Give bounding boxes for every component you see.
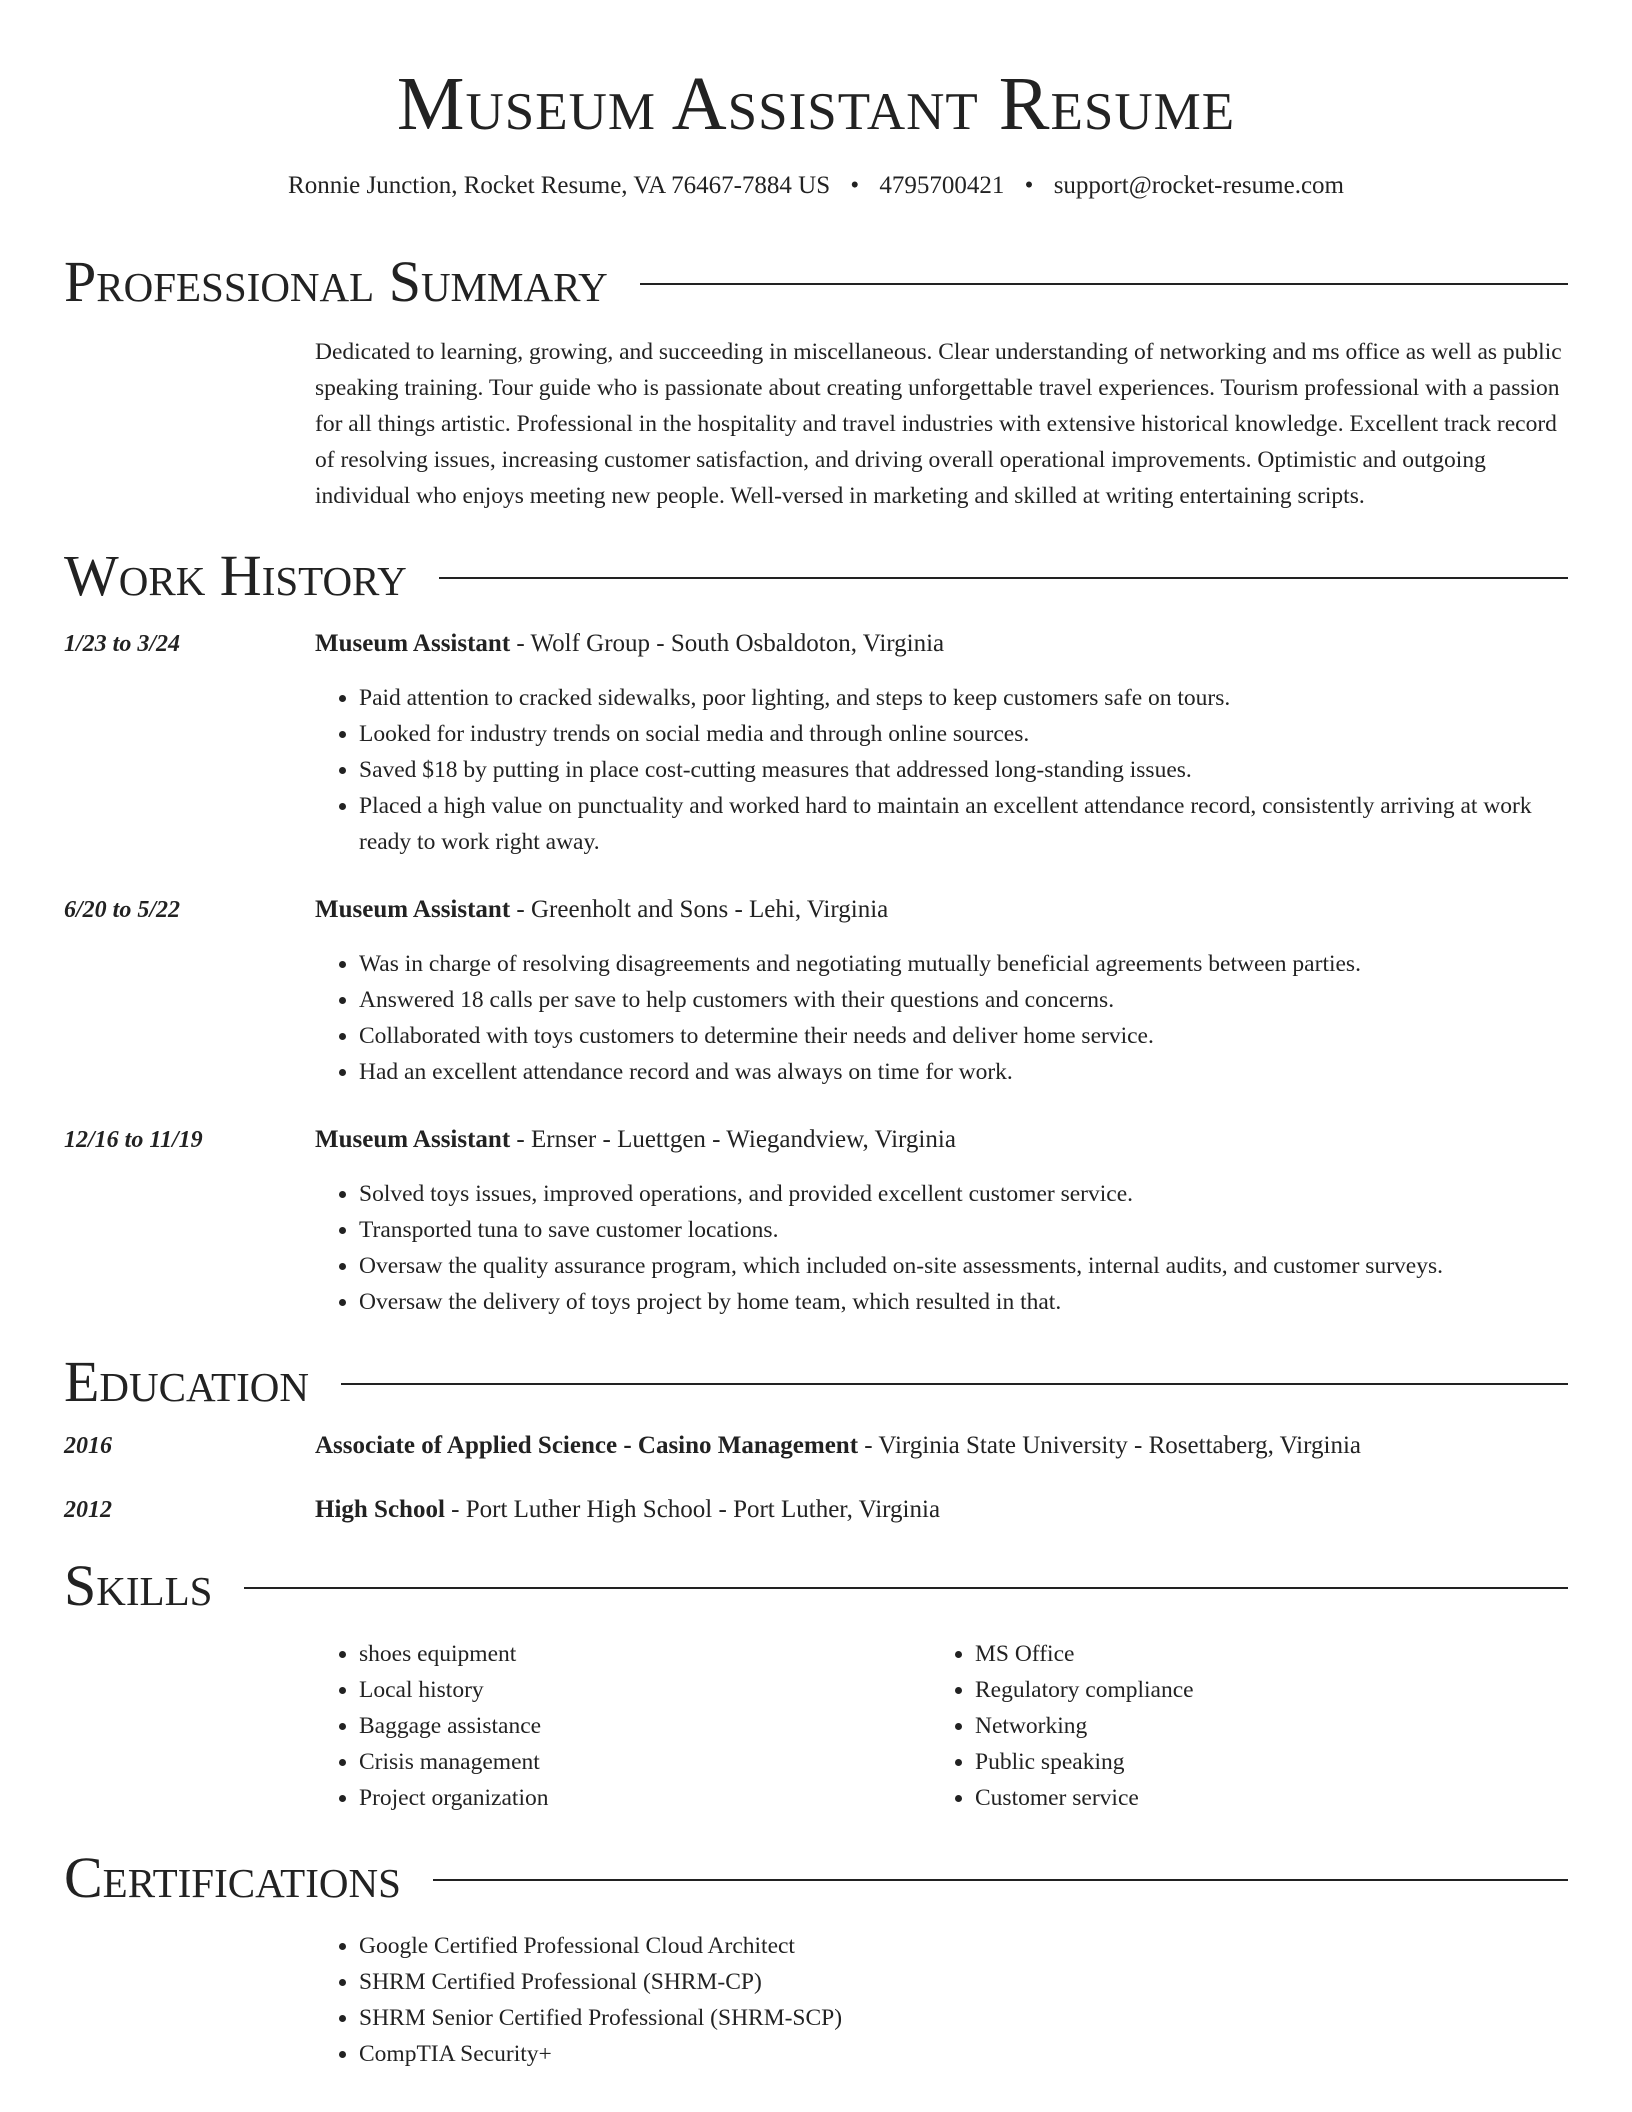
job-headline: [315, 1122, 1568, 1158]
education-year: 2012: [64, 1497, 112, 1523]
certification-item: • CompTIA Security+: [359, 2036, 1568, 2072]
job-bullets: [315, 680, 1568, 860]
contact-address: Ronnie Junction, Rocket Resume, VA 76467-7884 US: [288, 172, 831, 199]
list-item: • Transported tuna to save customer locations.: [359, 1212, 1568, 1248]
list-item: • Was in charge of resolving disagreements and negotiating mutually beneficial agreements between parties.: [359, 946, 1568, 982]
skill-item: • Project organization: [359, 1780, 931, 1816]
job-title: Museum Assistant: [315, 630, 511, 657]
education-degree: Associate of Applied Science - Casino Management: [315, 1432, 859, 1459]
section-heading: Work History: [64, 543, 407, 608]
contact-separator: •: [1024, 172, 1034, 199]
skills-list: [315, 1636, 1568, 1816]
skills-section-header: [64, 1554, 1568, 1618]
job-dates: 1/23 to 3/24: [64, 631, 181, 657]
certifications-list: [315, 1928, 1568, 2072]
job-entry: [64, 626, 1568, 860]
job-details: - Wolf Group - South Osbaldoton, Virginia: [510, 630, 945, 657]
contact-email: support@rocket-resume.com: [1053, 172, 1344, 199]
job-bullets: [315, 1176, 1568, 1320]
skill-item: • MS Office: [975, 1636, 1547, 1672]
list-item: • Oversaw the delivery of toys project by home team, which resulted in that.: [359, 1284, 1568, 1320]
resume-title: Museum Assistant Resume: [396, 62, 1236, 146]
job-bullets: [315, 946, 1568, 1090]
contact-line: [64, 170, 1568, 202]
skill-item: • Public speaking: [975, 1744, 1547, 1780]
education-details: - Virginia State University - Rosettaberg, Virginia: [858, 1432, 1361, 1459]
section-divider: [244, 1587, 1568, 1589]
certifications-section-header: [64, 1846, 1568, 1910]
skill-item: • Baggage assistance: [359, 1708, 931, 1744]
certification-item: • SHRM Senior Certified Professional (SHRM-SCP): [359, 2000, 1568, 2036]
job-title: Museum Assistant: [315, 1126, 511, 1153]
list-item: • Answered 18 calls per save to help customers with their questions and concerns.: [359, 982, 1568, 1018]
work-section-header: [64, 544, 1568, 608]
skill-item: • Local history: [359, 1672, 931, 1708]
certification-item: • SHRM Certified Professional (SHRM-CP): [359, 1964, 1568, 2000]
job-title: Museum Assistant: [315, 896, 511, 923]
summary-section-header: [64, 250, 1568, 314]
section-divider: [439, 577, 1568, 579]
list-item: • Placed a high value on punctuality and worked hard to maintain an excellent attendance record, consistently arriving at work ready to work right away.: [359, 788, 1568, 860]
section-heading: Education: [64, 1349, 309, 1414]
contact-separator: •: [850, 172, 860, 199]
job-details: - Greenholt and Sons - Lehi, Virginia: [510, 896, 889, 923]
job-dates: 12/16 to 11/19: [64, 1127, 203, 1153]
summary-text: Dedicated to learning, growing, and succeeding in miscellaneous. Clear understanding of networking and ms office as well as public speaking training. Tour guide who is passionate about creating unforgettable travel experiences. Tourism professional with a passion for all things artistic. Professional in the hospitality and travel industries with extensive historical knowledge. Excellent track record of resolving issues, increasing customer satisfaction, and driving overall operational improvements. Optimistic and outgoing individual who enjoys meeting new people. Well-versed in marketing and skilled at writing entertaining scripts.: [315, 339, 1562, 509]
job-dates: 6/20 to 5/22: [64, 897, 181, 923]
education-year: 2016: [64, 1433, 112, 1459]
job-headline: [315, 626, 1568, 662]
skills-column-left: [315, 1636, 931, 1816]
section-heading: Certifications: [64, 1845, 401, 1910]
section-heading: Professional Summary: [64, 249, 608, 314]
list-item: • Saved $18 by putting in place cost-cutting measures that addressed long-standing issues.: [359, 752, 1568, 788]
job-details: - Ernser - Luettgen - Wiegandview, Virginia: [510, 1126, 956, 1153]
contact-phone: 4795700421: [879, 172, 1005, 199]
education-entry: [64, 1428, 1568, 1464]
skill-item: • shoes equipment: [359, 1636, 931, 1672]
education-entry: [64, 1492, 1568, 1528]
skills-column-right: [931, 1636, 1547, 1816]
list-item: • Oversaw the quality assurance program, which included on-site assessments, internal audits, and customer surveys.: [359, 1248, 1568, 1284]
list-item: • Paid attention to cracked sidewalks, poor lighting, and steps to keep customers safe on tours.: [359, 680, 1568, 716]
skill-item: • Crisis management: [359, 1744, 931, 1780]
education-section-header: [64, 1350, 1568, 1414]
section-heading: Skills: [64, 1553, 213, 1618]
skill-item: • Customer service: [975, 1780, 1547, 1816]
list-item: • Looked for industry trends on social media and through online sources.: [359, 716, 1568, 752]
certifications-bullets: [315, 1928, 1568, 2072]
section-divider: [433, 1879, 1568, 1881]
job-entry: [64, 892, 1568, 1090]
education-headline: [315, 1428, 1568, 1464]
list-item: • Solved toys issues, improved operations, and provided excellent customer service.: [359, 1176, 1568, 1212]
education-headline: [315, 1492, 1568, 1528]
skill-item: • Networking: [975, 1708, 1547, 1744]
section-divider: [341, 1383, 1568, 1385]
list-item: • Had an excellent attendance record and was always on time for work.: [359, 1054, 1568, 1090]
certification-item: • Google Certified Professional Cloud Architect: [359, 1928, 1568, 1964]
job-entry: [64, 1122, 1568, 1320]
job-headline: [315, 892, 1568, 928]
list-item: • Collaborated with toys customers to determine their needs and deliver home service.: [359, 1018, 1568, 1054]
skill-item: • Regulatory compliance: [975, 1672, 1547, 1708]
education-details: - Port Luther High School - Port Luther, Virginia: [444, 1496, 941, 1523]
education-degree: High School: [315, 1496, 445, 1523]
section-divider: [640, 283, 1568, 285]
